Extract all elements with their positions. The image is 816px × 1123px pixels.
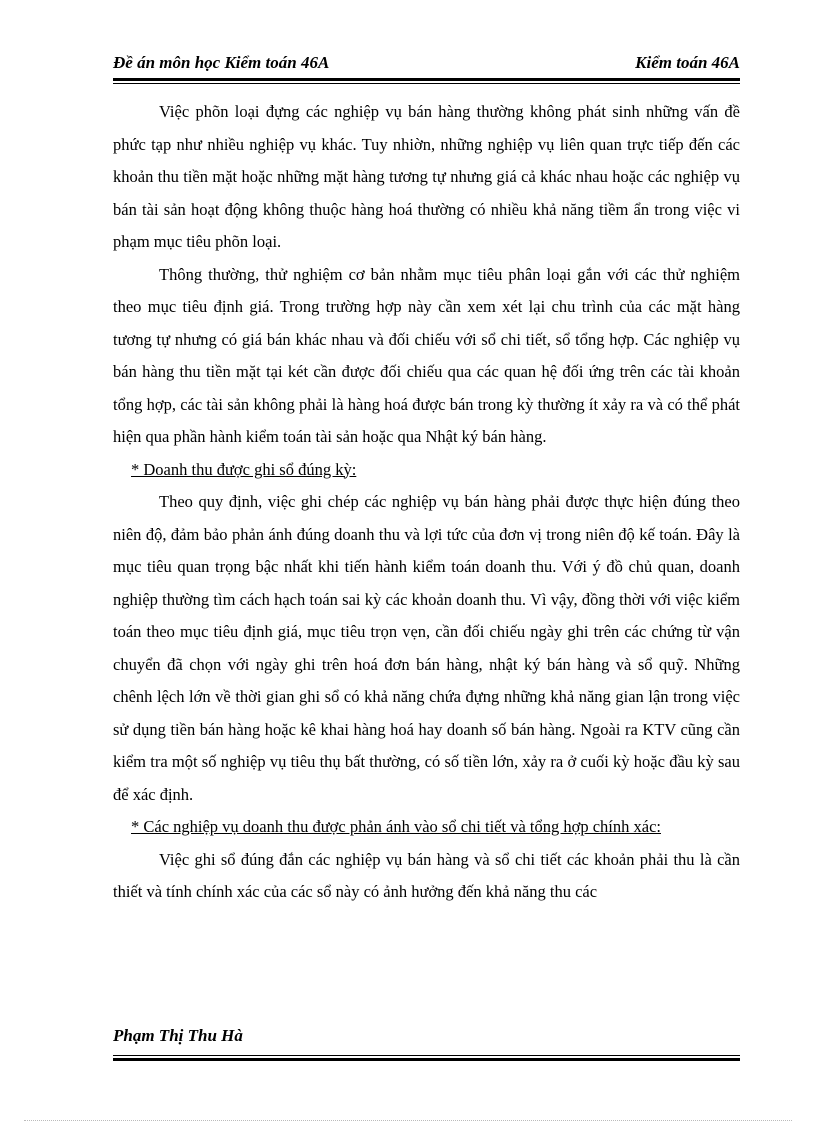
footer-author: Phạm Thị Thu Hà (113, 1026, 243, 1045)
header-class-name: Kiểm toán 46A (635, 53, 740, 72)
paragraph-cutoff: Theo quy định, việc ghi chép các nghiệp vụ bán hàng phải được thực hiện đúng theo niên độ, đảm bảo phản ánh đúng doanh thu và lợi tức của đơn vị trong niên độ kế toán. Đây là mục tiêu quan trọng bậc nhất khi tiến hành kiểm toán doanh thu. Với ý đồ chủ quan, doanh nghiệp thường tìm cách hạch toán sai kỳ các khoản doanh thu. Vì vậy, đồng thời với việc kiểm toán theo mục tiêu định giá, mục tiêu trọn vẹn, cần đối chiếu ngày ghi trên các chứng từ vận chuyển đã chọn với ngày ghi trên hoá đơn bán hàng, nhật ký bán hàng và sổ quỹ. Những chênh lệch lớn về thời gian ghi sổ có khả năng chứa đựng những khả năng gian lận trong việc sử dụng tiền bán hàng hoặc kê khai hàng hoá hay doanh số bán hàng. Ngoài ra KTV cũng cần kiểm tra một số nghiệp vụ tiêu thụ bất thường, có số tiền lớn, xảy ra ở cuối kỳ hoặc đầu kỳ sau để xác định. (113, 492, 740, 804)
section-heading-cutoff-text: * Doanh thu được ghi sổ đúng kỳ: (131, 459, 357, 479)
page-header (113, 53, 740, 73)
page-bottom-edge (24, 1120, 792, 1121)
footer-rule-thick (113, 1058, 740, 1061)
section-heading-posting-accuracy (131, 811, 740, 844)
paragraph-posting-accuracy: Việc ghi sổ đúng đắn các nghiệp vụ bán hàng và sổ chi tiết các khoản phải thu là cần thiết và tính chính xác của các sổ này có ảnh hưởng đến khả năng thu các (113, 849, 740, 901)
header-rule-thick (113, 78, 740, 81)
header-rule-thin (113, 83, 740, 84)
section-heading-cutoff (131, 454, 740, 487)
document-body (113, 96, 740, 909)
paragraph-substantive-tests: Thông thường, thử nghiệm cơ bản nhằm mục tiêu phân loại gắn với các thử nghiệm theo mục tiêu định giá. Trong trường hợp này cần xem xét lại chu trình của các mặt hàng tương tự nhưng có giá bán khác nhau và đối chiếu với sổ chi tiết, sổ tổng hợp. Các nghiệp vụ bán hàng thu tiền mặt tại két cần được đối chiếu qua các quan hệ đối ứng trên các tài khoản tổng hợp, các tài sản không phải là hàng hoá được bán trong kỳ thường ít xảy ra và có thể phát hiện qua phần hành kiểm toán tài sản hoặc qua Nhật ký bán hàng. (113, 264, 740, 446)
header-course-title: Đề án môn học Kiểm toán 46A (113, 53, 330, 72)
section-heading-posting-accuracy-text: * Các nghiệp vụ doanh thu được phản ánh vào sổ chi tiết và tổng hợp chính xác: (131, 817, 661, 836)
footer-rule-thin (113, 1055, 740, 1056)
paragraph-classification: Việc phõn loại đựng các nghiệp vụ bán hàng thường không phát sinh những vấn đề phức tạp như nhiều nghiệp vụ khác. Tuy nhiờn, những nghiệp vụ liên quan trực tiếp đến các khoản thu tiền mặt hoặc những mặt hàng tương tự nhưng giá cả khác nhau hoặc các nghiệp vụ bán tài sản hoạt động không thuộc hàng hoá thường có nhiều khả năng tiềm ẩn trong việc vi phạm mục tiêu phõn loại. (113, 102, 740, 251)
